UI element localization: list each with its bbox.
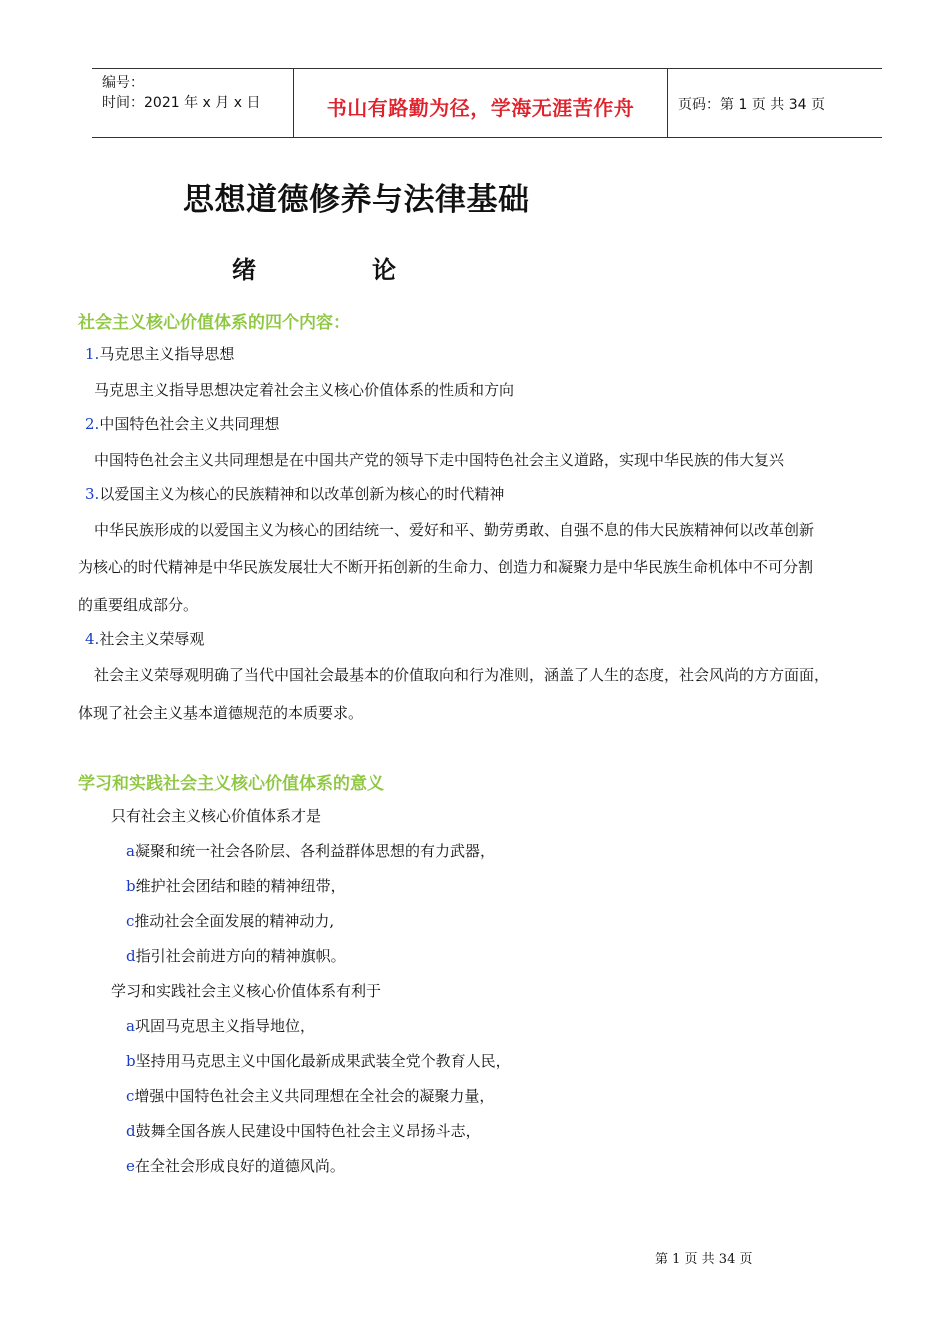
item-title-text: 马克思主义指导思想 — [99, 345, 235, 363]
item-title-text: 以爱国主义为核心的民族精神和以改革创新为核心的时代精神 — [99, 485, 505, 503]
item-number: 1. — [85, 345, 100, 363]
item-number: 2. — [85, 415, 100, 433]
paragraph-line: 中华民族形成的以爱国主义为核心的团结统一、爱好和平、勤劳勇敢、自强不息的伟大民族精神何以改革创新 — [94, 521, 815, 539]
paragraph-line: 马克思主义指导思想决定着社会主义核心价值体系的性质和方向 — [94, 381, 515, 399]
item-text: 坚持用马克思主义中国化最新成果武装全党个教育人民， — [135, 1052, 511, 1070]
header-table — [92, 68, 882, 138]
list-item — [126, 840, 495, 861]
list-item — [126, 1085, 494, 1106]
item-text: 维护社会团结和睦的精神纽带， — [135, 877, 346, 895]
item-text: 指引社会前进方向的精神旗帜。 — [135, 947, 346, 965]
item-text: 鼓舞全国各族人民建设中国特色社会主义昂扬斗志， — [135, 1122, 481, 1140]
list-intro: 只有社会主义核心价值体系才是 — [111, 807, 322, 825]
list-item — [126, 875, 346, 896]
paragraph-line: 社会主义荣辱观明确了当代中国社会最基本的价值取向和行为准则，涵盖了人生的态度，社会风尚的方方面面， — [94, 666, 830, 684]
list-item-title — [85, 343, 234, 364]
chapter-heading-char-1: 绪 — [232, 256, 256, 284]
item-letter: a — [126, 1017, 135, 1035]
item-number: 3. — [85, 485, 100, 503]
document-number-label: 编号： — [102, 75, 144, 91]
header-motto-cell — [293, 69, 668, 137]
item-text: 凝聚和统一社会各阶层、各利益群体思想的有力武器， — [134, 842, 495, 860]
chapter-heading-char-2: 论 — [372, 256, 396, 284]
section-heading-contents: 社会主义核心价值体系的四个内容： — [78, 313, 350, 333]
list-item-title — [85, 413, 279, 434]
item-letter: b — [126, 877, 136, 895]
paragraph-line: 体现了社会主义基本道德规范的本质要求。 — [78, 704, 364, 722]
paragraph-line: 中国特色社会主义共同理想是在中国共产党的领导下走中国特色社会主义道路，实现中华民族的伟大复兴 — [94, 451, 785, 469]
item-letter: b — [126, 1052, 136, 1070]
list-item — [126, 945, 346, 966]
paragraph-line: 的重要组成部分。 — [78, 596, 199, 614]
paragraph-line: 为核心的时代精神是中华民族发展壮大不断开拓创新的生命力、创造力和凝聚力是中华民族生命机体中不可分割 — [78, 558, 814, 576]
list-item-title — [85, 628, 204, 649]
page-footer: 第 1 页 共 34 页 — [655, 1252, 753, 1267]
item-number: 4. — [85, 630, 100, 648]
item-letter: a — [126, 842, 135, 860]
item-letter: c — [126, 1087, 135, 1105]
item-title-text: 社会主义荣辱观 — [99, 630, 205, 648]
list-item — [126, 1050, 511, 1071]
item-text: 增强中国特色社会主义共同理想在全社会的凝聚力量， — [134, 1087, 495, 1105]
item-letter: d — [126, 947, 136, 965]
list-item — [126, 910, 334, 931]
motto-text: 书山有路勤为径，学海无涯苦作舟 — [326, 96, 635, 120]
item-text: 在全社会形成良好的道德风尚。 — [134, 1157, 345, 1175]
section-heading-significance: 学习和实践社会主义核心价值体系的意义 — [78, 774, 384, 794]
item-text: 推动社会全面发展的精神动力, — [134, 912, 335, 930]
item-letter: d — [126, 1122, 136, 1140]
item-letter: c — [126, 912, 135, 930]
header-page-indicator: 页码：第 1 页 共 34 页 — [678, 97, 825, 113]
list-intro: 学习和实践社会主义核心价值体系有利于 — [111, 982, 382, 1000]
document-title: 思想道德修养与法律基础 — [183, 182, 530, 218]
item-text: 巩固马克思主义指导地位， — [134, 1017, 315, 1035]
document-time-label: 时间：2021 年 x 月 x 日 — [102, 95, 261, 111]
header-left-cell — [92, 69, 292, 137]
list-item — [126, 1015, 315, 1036]
item-letter: e — [126, 1157, 135, 1175]
list-item-title — [85, 483, 504, 504]
list-item — [126, 1120, 481, 1141]
header-page-cell — [668, 69, 882, 137]
list-item — [126, 1155, 345, 1176]
item-title-text: 中国特色社会主义共同理想 — [99, 415, 280, 433]
